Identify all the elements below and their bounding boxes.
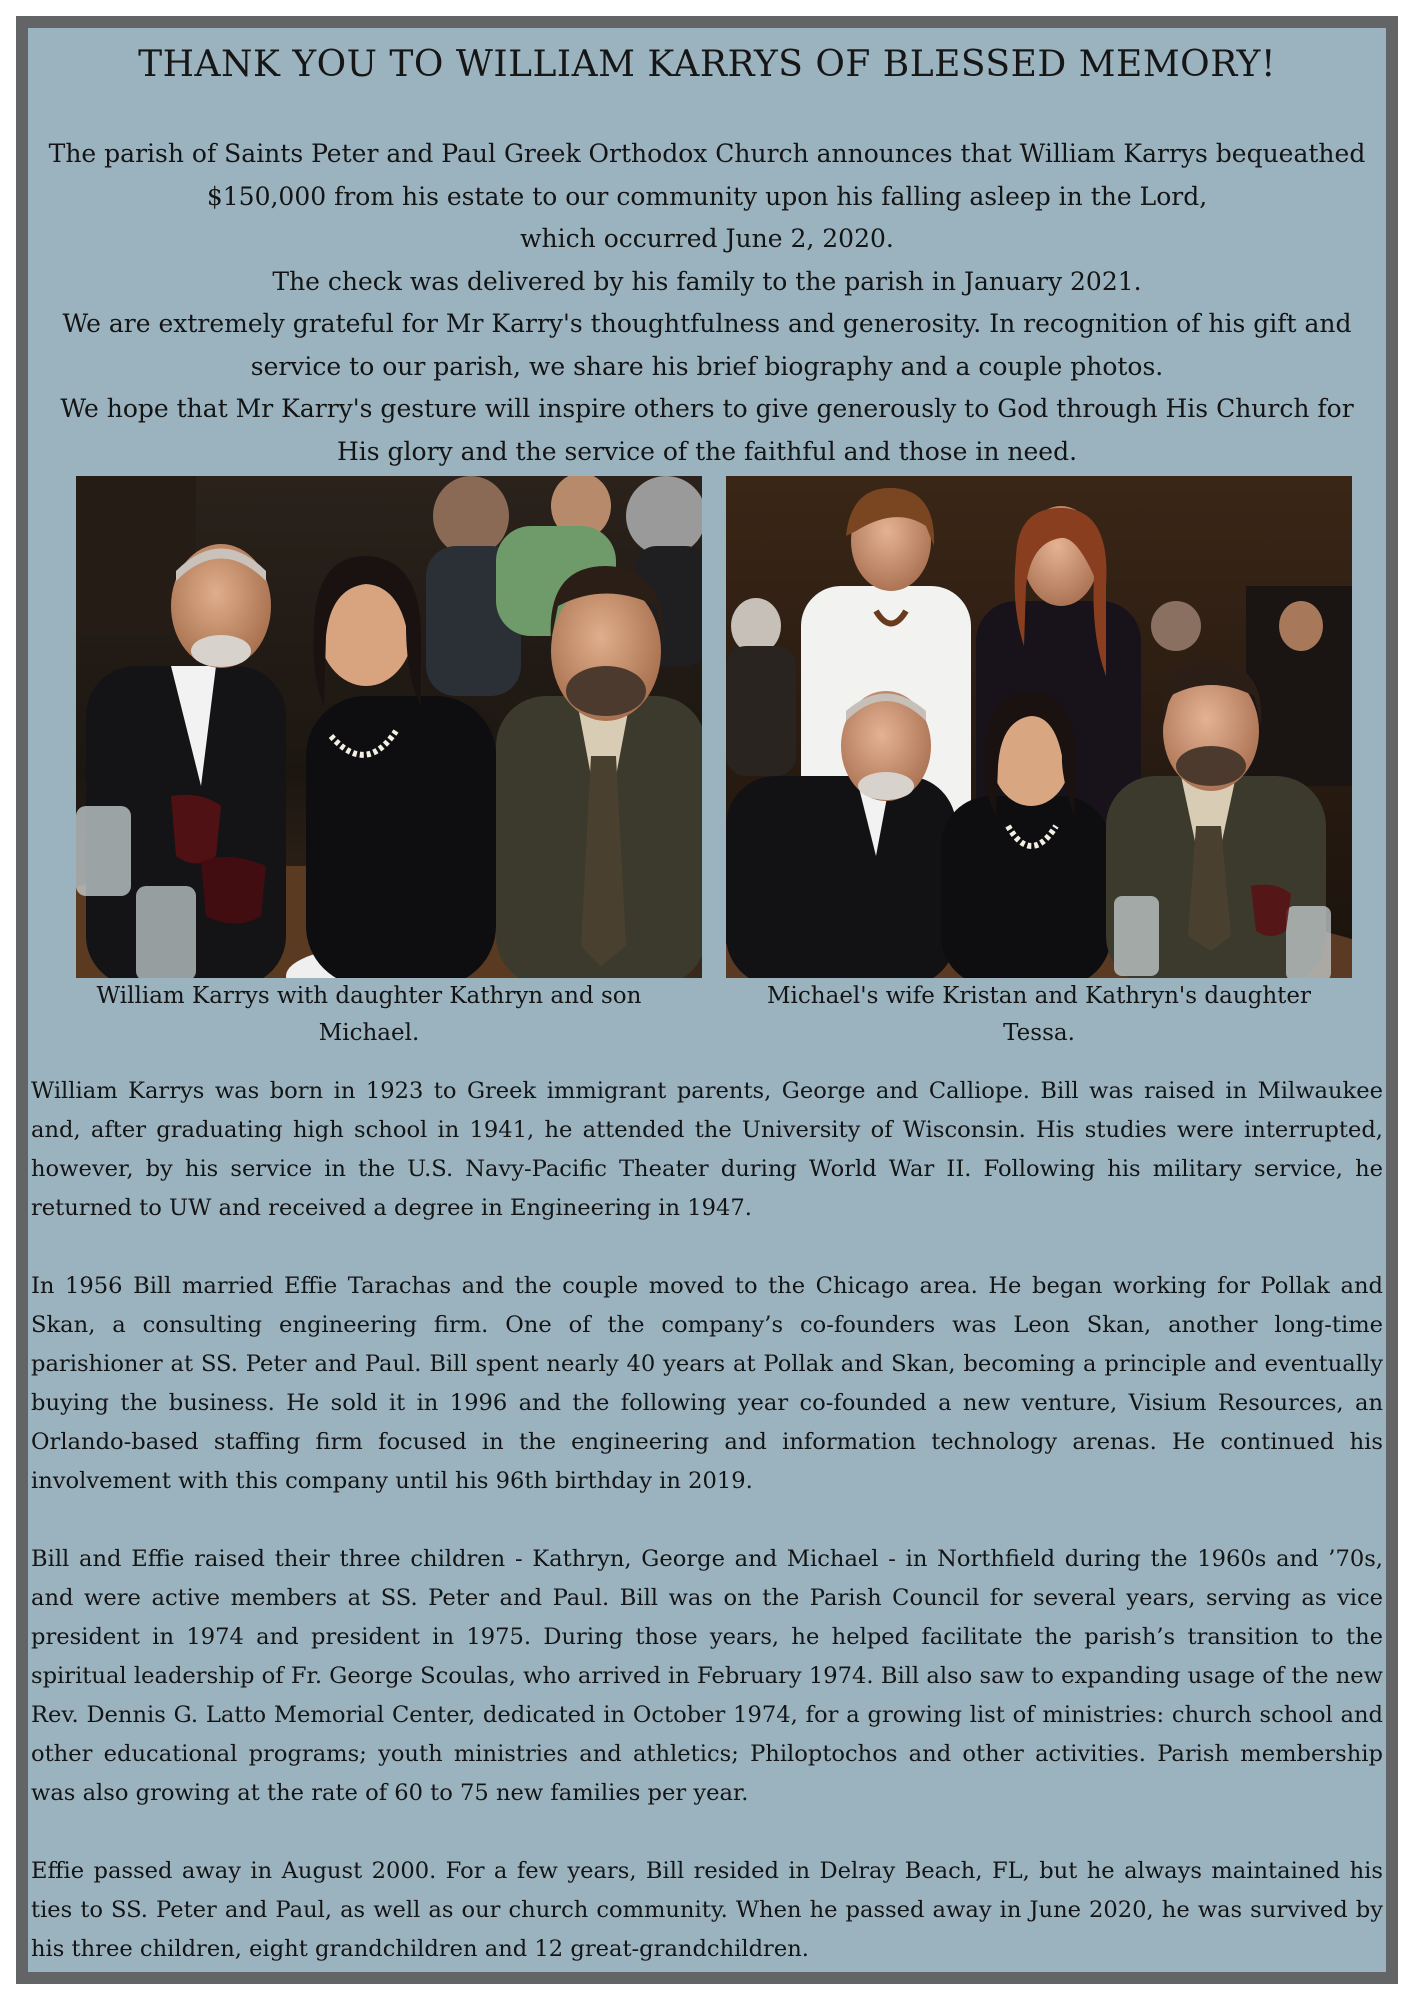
- photo-william-kathryn-michael: [76, 476, 702, 978]
- intro-line: The parish of Saints Peter and Paul Greek Orthodox Church announces that William Karrys bequeathed $150,000 from his estate to our community upon his falling asleep in the Lord,: [48, 139, 1366, 211]
- photo-family-group: [726, 476, 1352, 978]
- intro-line: We are extremely grateful for Mr Karry's thoughtfulness and generosity. In recognition of his gift and service to our parish, we share his brief biography and a couple photos.: [62, 309, 1352, 381]
- bio-paragraph: In 1956 Bill married Effie Tarachas and the couple moved to the Chicago area. He began working for Pollak and Skan, a consulting engineering firm. One of the company’s co-founders was Leon Skan, another long-time parishioner at SS. Peter and Paul. Bill spent nearly 40 years at Pollak and Skan, becoming a principle and eventually buying the business. He sold it in 1996 and the following year co-founded a new venture, Visium Resources, an Orlando-based staffing firm focused in the engineering and information technology arenas. He continued his involvement with this company until his 96th birthday in 2019.: [31, 1273, 1383, 1494]
- photo-caption-left: William Karrys with daughter Kathryn and son Michael.: [96, 983, 642, 1046]
- page-title: THANK YOU TO WILLIAM KARRYS OF BLESSED MEMORY!: [138, 44, 1276, 85]
- biography: [31, 1072, 1383, 1969]
- page-frame: [16, 16, 1398, 1984]
- intro-line: which occurred June 2, 2020.: [520, 224, 894, 253]
- photo-caption-right: Michael's wife Kristan and Kathryn's daughter Tessa.: [767, 983, 1311, 1046]
- intro-line: We hope that Mr Karry's gesture will inspire others to give generously to God through His Church for His glory and the service of the faithful and those in need.: [60, 394, 1354, 466]
- bio-paragraph: Effie passed away in August 2000. For a few years, Bill resided in Delray Beach, FL, but he always maintained his ties to SS. Peter and Paul, as well as our church community. When he passed away in June 2020, he was survived by his three children, eight grandchildren and 12 great-grandchildren.: [31, 1858, 1383, 1962]
- bio-paragraph: William Karrys was born in 1923 to Greek immigrant parents, George and Calliope. Bill was raised in Milwaukee and, after graduating high school in 1941, he attended the University of Wisconsin. His studies were interrupted, however, by his service in the U.S. Navy-Pacific Theater during World War II. Following his military service, he returned to UW and received a degree in Engineering in 1947.: [31, 1078, 1383, 1221]
- intro-line: The check was delivered by his family to the parish in January 2021.: [272, 266, 1142, 296]
- intro-announcement: [38, 133, 1376, 473]
- bio-paragraph: Bill and Effie raised their three children - Kathryn, George and Michael - in Northfield during the 1960s and ’70s, and were active members at SS. Peter and Paul. Bill was on the Parish Council for several years, serving as vice president in 1974 and president in 1975. During those years, he helped facilitate the parish’s transition to the spiritual leadership of Fr. George Scoulas, who arrived in February 1974. Bill also saw to expanding usage of the new Rev. Dennis G. Latto Memorial Center, dedicated in October 1974, for a growing list of ministries: church school and other educational programs; youth ministries and athletics; Philoptochos and other activities. Parish membership was also growing at the rate of 60 to 75 new families per year.: [31, 1546, 1383, 1806]
